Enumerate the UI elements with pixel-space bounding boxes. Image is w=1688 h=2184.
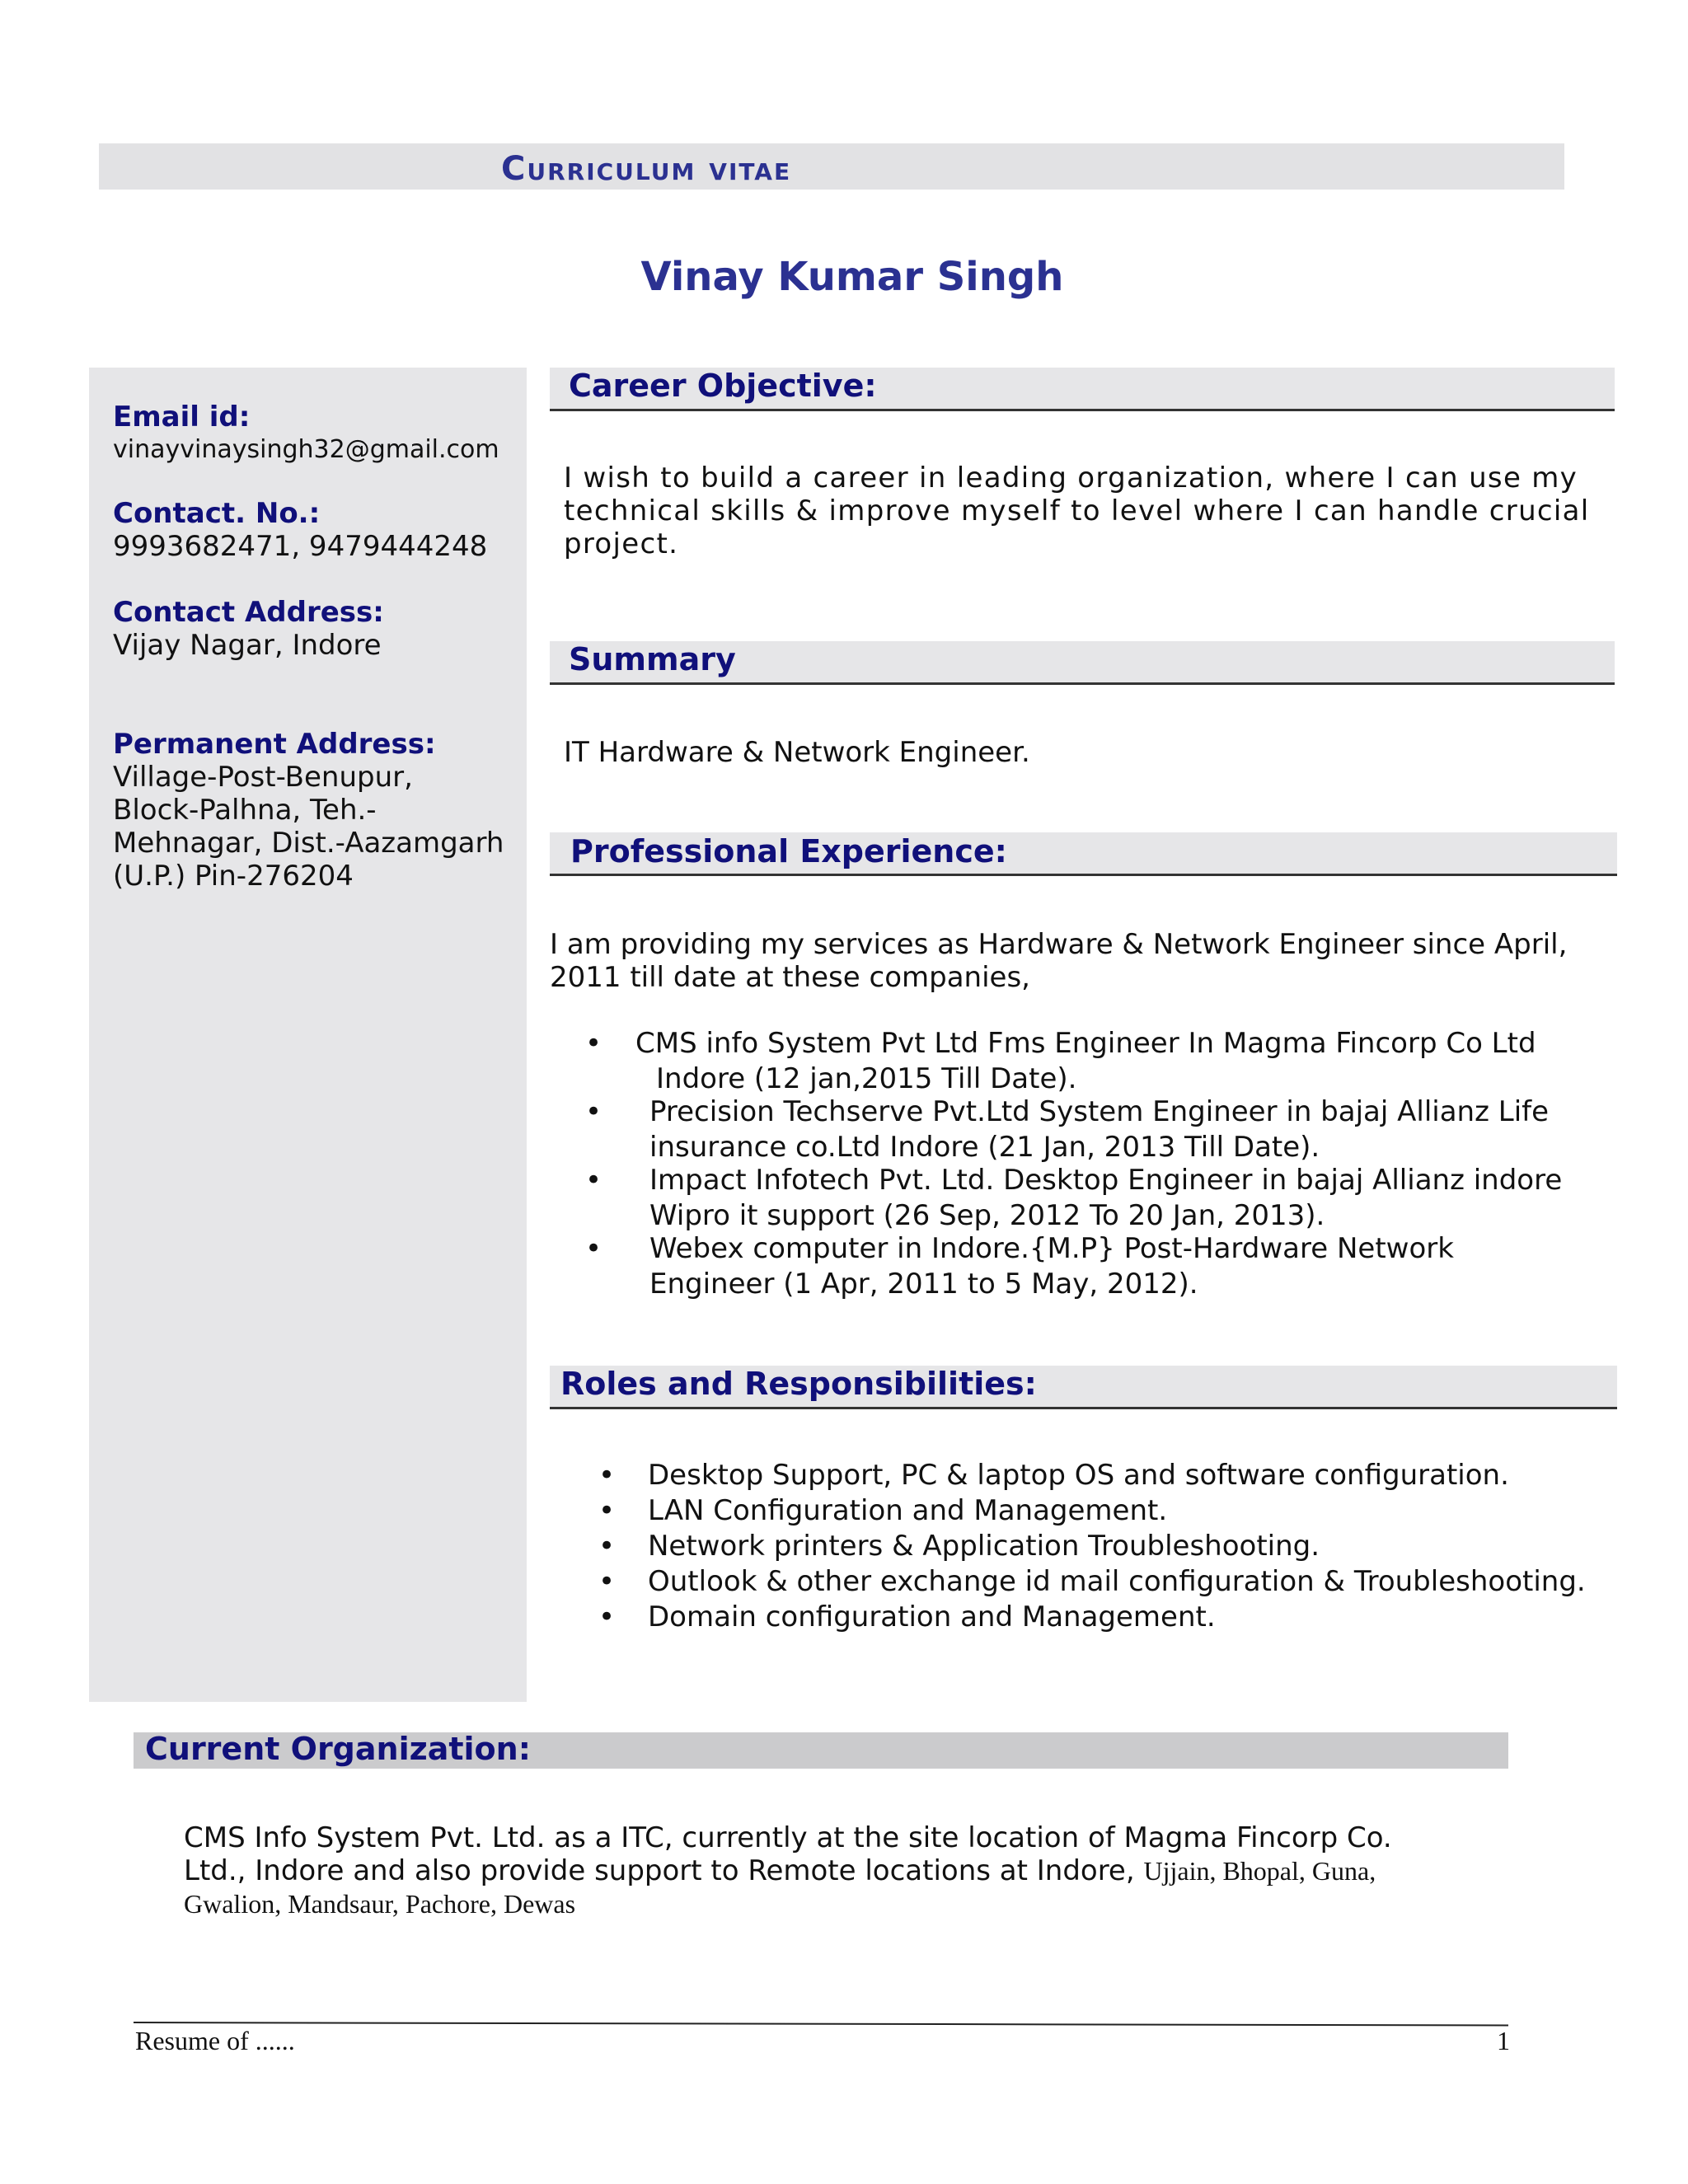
permanent-address-line: (U.P.) Pin-276204: [113, 860, 354, 893]
experience-item-cont: Indore (12 jan,2015 Till Date).: [656, 1062, 1077, 1095]
candidate-name: Vinay Kumar Singh: [640, 254, 1064, 300]
permanent-address-line: Block-Palhna, Teh.-: [113, 794, 377, 827]
contact-value: 9993682471, 9479444248: [113, 530, 488, 563]
experience-item-cont: insurance co.Ltd Indore (21 Jan, 2013 Till Date).: [649, 1131, 1320, 1164]
organization-line: Gwalion, Mandsaur, Pachore, Dewas: [184, 1889, 576, 1919]
email-value: vinayvinaysingh32@gmail.com: [113, 435, 499, 464]
organization-line: CMS Info System Pvt. Ltd. as a ITC, currently at the site location of Magma Fincorp Co.: [184, 1821, 1392, 1854]
career-objective-line: technical skills & improve myself to level where I can handle crucial: [564, 494, 1590, 527]
experience-item-cont: Engineer (1 Apr, 2011 to 5 May, 2012).: [649, 1268, 1198, 1301]
bullet-icon: •: [585, 1095, 603, 1128]
summary-text: IT Hardware & Network Engineer.: [564, 736, 1030, 769]
experience-item: Impact Infotech Pvt. Ltd. Desktop Engineer in bajaj Allianz indore: [649, 1164, 1563, 1197]
experience-heading: Professional Experience:: [570, 833, 1007, 869]
contact-address-value: Vijay Nagar, Indore: [113, 629, 382, 662]
experience-item: CMS info System Pvt Ltd Fms Engineer In Magma Fincorp Co Ltd: [635, 1027, 1536, 1060]
organization-line: [184, 1854, 1376, 1887]
summary-heading: Summary: [569, 641, 736, 677]
organization-line-serif: Ujjain, Bhopal, Guna,: [1143, 1856, 1376, 1886]
bullet-icon: •: [598, 1601, 616, 1633]
career-objective-line: I wish to build a career in leading organization, where I can use my: [564, 462, 1578, 494]
career-objective-heading: Career Objective:: [569, 368, 877, 404]
document-title: Curriculum vitae: [501, 150, 792, 188]
permanent-address-label: Permanent Address:: [113, 728, 436, 761]
bullet-icon: •: [585, 1232, 603, 1265]
roles-heading: Roles and Responsibilities:: [560, 1366, 1037, 1402]
permanent-address-line: Mehnagar, Dist.-Aazamgarh: [113, 827, 504, 860]
bullet-icon: •: [598, 1530, 616, 1563]
experience-item: Precision Techserve Pvt.Ltd System Engineer in bajaj Allianz Life: [649, 1095, 1550, 1128]
experience-item: Webex computer in Indore.{M.P} Post-Hardware Network: [649, 1232, 1454, 1265]
title-banner: [99, 143, 1564, 190]
career-objective-line: project.: [564, 527, 679, 560]
role-item: LAN Configuration and Management.: [648, 1494, 1168, 1527]
role-item: Domain configuration and Management.: [648, 1601, 1216, 1633]
bullet-icon: •: [598, 1459, 616, 1492]
footer-resume-of: Resume of ......: [135, 2026, 295, 2055]
bullet-icon: •: [598, 1565, 616, 1598]
bullet-icon: •: [585, 1027, 603, 1060]
experience-item-cont: Wipro it support (26 Sep, 2012 To 20 Jan, 2013).: [649, 1199, 1325, 1232]
page-number: 1: [1497, 2026, 1510, 2055]
footer-rule: [134, 2022, 1508, 2026]
contact-address-label: Contact Address:: [113, 596, 384, 629]
email-label: Email id:: [113, 401, 251, 434]
experience-intro-line: I am providing my services as Hardware & Network Engineer since April,: [550, 928, 1568, 961]
organization-line-text: Ltd., Indore and also provide support to Remote locations at Indore,: [184, 1854, 1144, 1887]
current-organization-heading: Current Organization:: [145, 1731, 531, 1767]
contact-label: Contact. No.:: [113, 497, 321, 530]
sidebar-panel: [89, 368, 527, 1702]
role-item: Network printers & Application Troubleshooting.: [648, 1530, 1320, 1563]
role-item: Outlook & other exchange id mail configuration & Troubleshooting.: [648, 1565, 1586, 1598]
permanent-address-line: Village-Post-Benupur,: [113, 761, 413, 794]
role-item: Desktop Support, PC & laptop OS and software configuration.: [648, 1459, 1509, 1492]
experience-intro-line: 2011 till date at these companies,: [550, 961, 1030, 994]
bullet-icon: •: [598, 1494, 616, 1527]
bullet-icon: •: [585, 1164, 603, 1197]
